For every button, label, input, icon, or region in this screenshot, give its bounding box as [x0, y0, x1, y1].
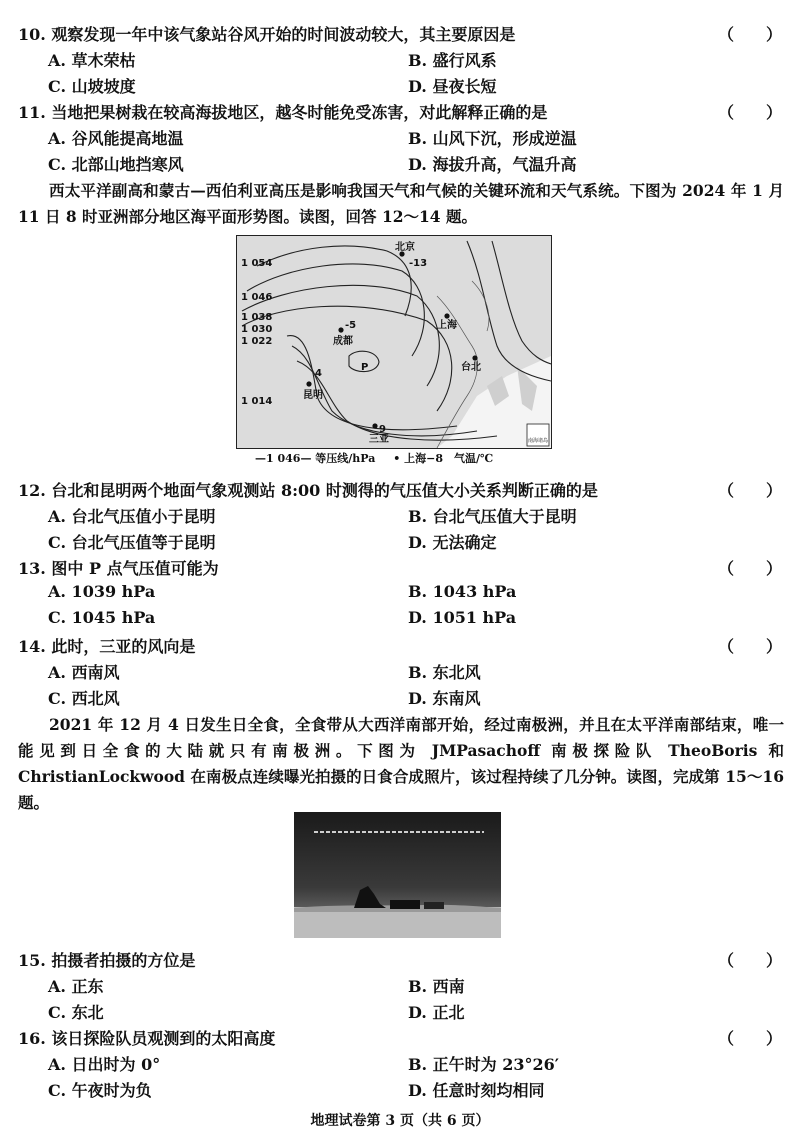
temp-beijing: -13 [409, 258, 428, 269]
question-14-answer-blank: （ ） [717, 637, 782, 656]
temp-kunming: 4 [315, 368, 322, 379]
isobar-label-1014: 1 014 [241, 396, 273, 407]
q14-option-b: B. 东北风 [408, 663, 481, 682]
question-12-stem: 12. 台北和昆明两个地面气象观测站 8:00 时测得的气压值大小关系判断正确的是 [18, 481, 598, 500]
q14-option-a: A. 西南风 [48, 663, 120, 682]
question-13-stem: 13. 图中 P 点气压值可能为 [18, 559, 219, 578]
q10-option-b: B. 盛行风系 [408, 51, 497, 70]
intro-questions-12-14: 西太平洋副高和蒙古—西伯利亚高压是影响我国天气和气候的关键环流和天气系统。下图为 2024 年 1 月 11 日 8 时亚洲部分地区海平面形势图。读图，回答 12～14 题。 [18, 181, 784, 226]
question-16-answer-blank: （ ） [717, 1029, 782, 1048]
q12-option-d: D. 无法确定 [408, 533, 497, 552]
q12-option-c: C. 台北气压值等于昆明 [48, 533, 216, 552]
label-sanya: 三亚 [369, 434, 389, 445]
label-beijing: 北京 [395, 242, 415, 253]
q15-option-d: D. 正北 [408, 1003, 465, 1022]
q11-option-b: B. 山风下沉，形成逆温 [408, 129, 577, 148]
q15-option-c: C. 东北 [48, 1003, 104, 1022]
q12-option-a: A. 台北气压值小于昆明 [48, 507, 216, 526]
label-shanghai: 上海 [437, 320, 457, 331]
isobar-label-1022: 1 022 [241, 336, 273, 347]
q10-option-c: C. 山坡坡度 [48, 77, 136, 96]
question-11-stem: 11. 当地把果树栽在较高海拔地区，越冬时能免受冻害，对此解释正确的是 [18, 103, 548, 122]
question-15-answer-blank: （ ） [717, 951, 782, 970]
q14-option-c: C. 西北风 [48, 689, 120, 708]
q13-option-b: B. 1043 hPa [408, 582, 517, 601]
label-taibei: 台北 [461, 362, 481, 373]
label-south-china-sea-islands: 南海诸岛 [528, 438, 549, 444]
map-legend [255, 450, 493, 466]
isobar-label-1038: 1 038 [241, 312, 273, 323]
question-12-answer-blank: （ ） [717, 481, 782, 500]
q13-option-d: D. 1051 hPa [408, 608, 517, 627]
legend-temperature: • 上海−8 气温/℃ [393, 452, 494, 465]
q10-option-d: D. 昼夜长短 [408, 77, 497, 96]
q13-option-a: A. 1039 hPa [48, 582, 156, 601]
question-13-answer-blank: （ ） [717, 559, 782, 578]
sea-level-pressure-map [236, 235, 552, 449]
question-11-answer-blank: （ ） [717, 103, 782, 122]
q12-option-b: B. 台北气压值大于昆明 [408, 507, 577, 526]
q16-option-c: C. 午夜时为负 [48, 1081, 152, 1100]
eclipse-composite-photo [294, 812, 501, 938]
eclipse-photo-figure [294, 812, 501, 938]
q16-option-a: A. 日出时为 0° [48, 1055, 161, 1074]
q14-option-d: D. 东南风 [408, 689, 481, 708]
label-kunming: 昆明 [303, 390, 323, 401]
isobar-label-1054: 1 054 [241, 258, 273, 269]
q15-option-a: A. 正东 [48, 977, 104, 996]
legend-isobar: —1 046— 等压线/hPa [255, 452, 376, 465]
page-footer: 地理试卷第 3 页（共 6 页） [310, 1113, 490, 1129]
intro-questions-15-16: 2021 年 12 月 4 日发生日全食，全食带从大西洋南部开始，经过南极洲，并且在太平洋南部结束，唯一能见到日全食的大陆就只有南极洲。下图为 JMPasachoff 南极探险队 TheoBoris 和 ChristianLockwood 在南极点连续曝光拍摄的日食合成照片，该过程持续了几分钟。读图，完成第 15～16 题。 [18, 715, 784, 812]
question-16-stem: 16. 该日探险队员观测到的太阳高度 [18, 1029, 276, 1048]
question-15-stem: 15. 拍摄者拍摄的方位是 [18, 951, 196, 970]
question-10-answer-blank: （ ） [717, 25, 782, 44]
q16-option-d: D. 任意时刻均相同 [408, 1081, 545, 1100]
temp-chengdu: -5 [345, 320, 357, 331]
q10-option-a: A. 草木荣枯 [48, 51, 136, 70]
q11-option-d: D. 海拔升高，气温升高 [408, 155, 577, 174]
isobar-map-figure [237, 236, 551, 448]
temp-sanya: 9 [379, 424, 386, 435]
q11-option-c: C. 北部山地挡寒风 [48, 155, 184, 174]
isobar-label-1046: 1 046 [241, 292, 273, 303]
q15-option-b: B. 西南 [408, 977, 465, 996]
q16-option-b: B. 正午时为 23°26′ [408, 1055, 559, 1074]
label-chengdu: 成都 [333, 336, 353, 347]
question-10-stem: 10. 观察发现一年中该气象站谷风开始的时间波动较大，其主要原因是 [18, 25, 516, 44]
q13-option-c: C. 1045 hPa [48, 608, 156, 627]
label-p: P [361, 362, 369, 373]
question-14-stem: 14. 此时，三亚的风向是 [18, 637, 196, 656]
isobar-label-1030: 1 030 [241, 324, 273, 335]
q11-option-a: A. 谷风能提高地温 [48, 129, 184, 148]
